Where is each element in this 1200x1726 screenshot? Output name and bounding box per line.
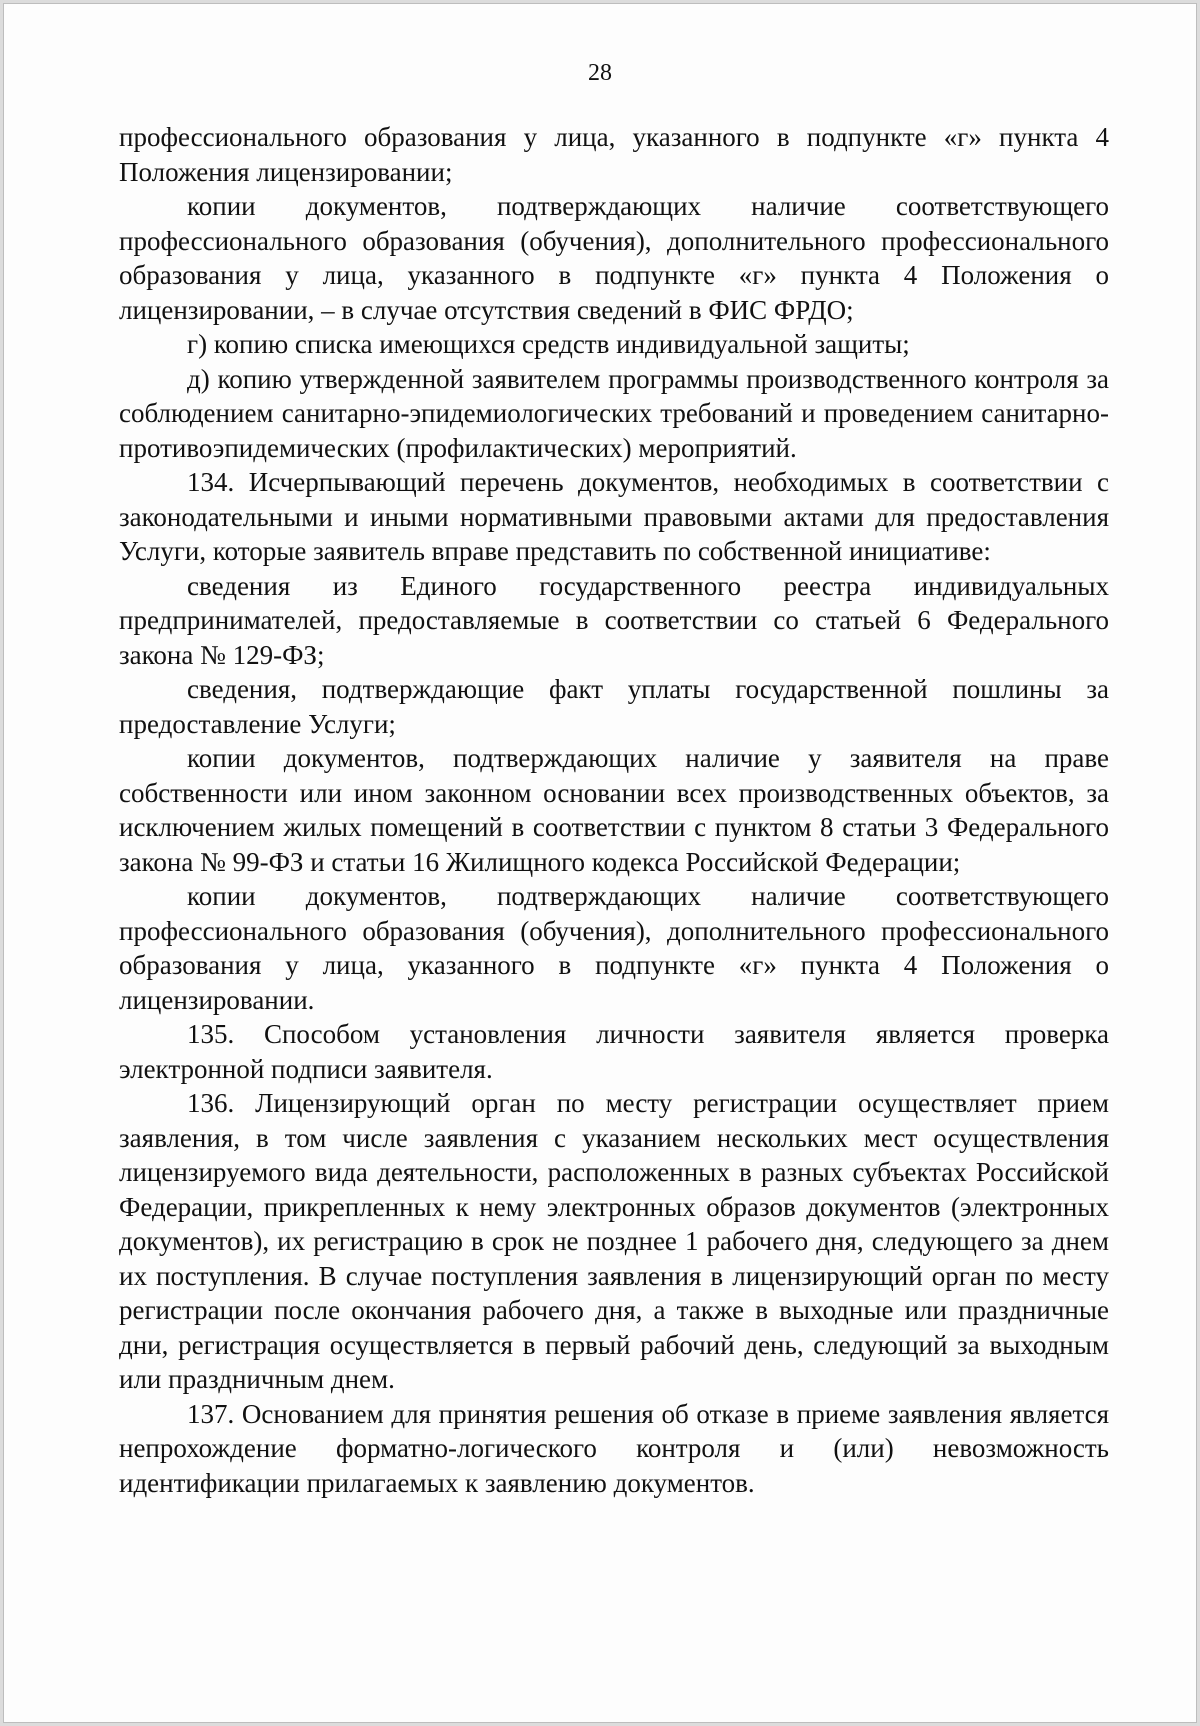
paragraph-p-cont-1: профессионального образования у лица, указанного в подпункте «г» пункта 4 Положения лицензировании; <box>119 122 1109 187</box>
page-number: 28 <box>588 60 612 86</box>
document-body <box>119 120 1109 1500</box>
paragraph-p-135: 135. Способом установления личности заявителя является проверка электронной подписи заявителя. <box>119 1019 1109 1084</box>
paragraph-p-8: копии документов, подтверждающих наличие у заявителя на праве собственности или ином законном основании всех производственных объектов, за исключением жилых помещений в соответствии с пунктом 8 статьи 3 Федерального закона № 99-ФЗ и статьи 16 Жилищного кодекса Российской Федерации; <box>119 743 1109 877</box>
paragraph-p-6: сведения из Единого государственного реестра индивидуальных предпринимателей, предоставляемые в соответствии со статьей 6 Федерального закона № 129-ФЗ; <box>119 570 1109 670</box>
paragraph-p-3: г) копию списка имеющихся средств индивидуальной защиты; <box>187 329 910 359</box>
paragraph-p-136: 136. Лицензирующий орган по месту регистрации осуществляет прием заявления, в том числе заявления с указанием нескольких мест осуществления лицензируемого вида деятельности, расположенных в разных субъектах Российской Федерации, прикрепленных к нему электронных образов документов (электронных документов), их регистрацию в срок не позднее 1 рабочего дня, следующего за днем их поступления. В случае поступления заявления в лицензирующий орган по месту регистрации после окончания рабочего дня, а также в выходные или праздничные дни, регистрация осуществляется в первый рабочий день, следующий за выходным или праздничным днем. <box>119 1088 1109 1394</box>
paragraph-p-7: сведения, подтверждающие факт уплаты государственной пошлины за предоставление Услуги; <box>119 674 1109 739</box>
paragraph-p-9: копии документов, подтверждающих наличие соответствующего профессионального образования (обучения), дополнительного профессионального образования у лица, указанного в подпункте «г» пункта 4 Положения о лицензировании. <box>119 881 1109 1015</box>
paragraph-p-2: копии документов, подтверждающих наличие соответствующего профессионального образования (обучения), дополнительного профессионального образования у лица, указанного в подпункте «г» пункта 4 Положения о лицензировании, – в случае отсутствия сведений в ФИС ФРДО; <box>119 191 1109 325</box>
paragraph-p-4: д) копию утвержденной заявителем программы производственного контроля за соблюдением санитарно-эпидемиологических требований и проведением санитарно-противоэпидемических (профилактических) мероприятий. <box>119 363 1109 463</box>
paragraph-p-137: 137. Основанием для принятия решения об отказе в приеме заявления является непрохождение форматно-логического контроля и (или) невозможность идентификации прилагаемых к заявлению документов. <box>119 1398 1109 1498</box>
paragraph-p-134: 134. Исчерпывающий перечень документов, необходимых в соответствии с законодательными и иными нормативными правовыми актами для предоставления Услуги, которые заявитель вправе представить по собственной инициативе: <box>119 467 1109 566</box>
document-page <box>4 4 1196 1722</box>
